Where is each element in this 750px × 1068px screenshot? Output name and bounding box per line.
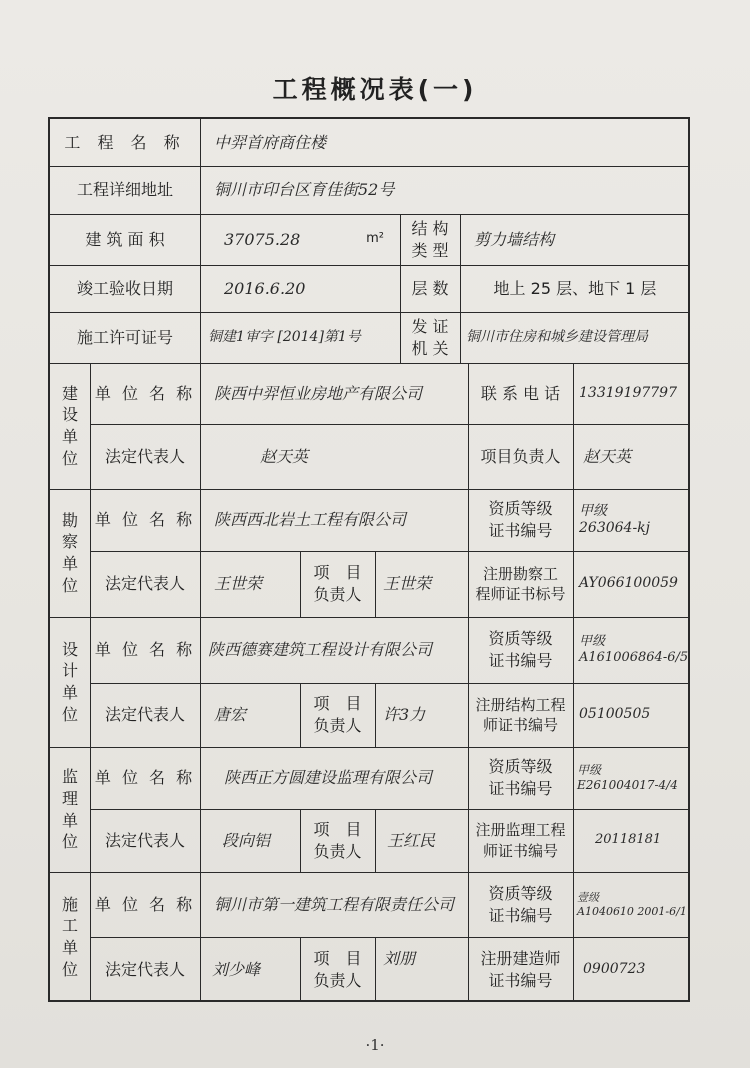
- structure-type-value: 剪力墙结构: [474, 229, 555, 249]
- project-name-label: 工 程 名 称: [64, 132, 186, 152]
- construction-unit-group: 建 设 单 位: [61, 383, 78, 468]
- project-name-value: 中羿首府商住楼: [214, 132, 327, 152]
- supervision-unit-group: 监 理 单 位: [61, 767, 78, 852]
- supervision-qualification-value: 甲级 E261004017-4/4: [577, 763, 678, 792]
- survey-qualification-value: 甲级 263064-kj: [579, 502, 650, 536]
- survey-unit-group: 勘 察 单 位: [61, 510, 78, 595]
- survey-lead-value: 王世荣: [383, 574, 432, 593]
- survey-lead-label: 项 目 负责人: [313, 563, 362, 604]
- design-qualification-value: 甲级 A161006864-6/5: [579, 633, 689, 665]
- construction-project-lead-label: 项目负责人: [480, 446, 561, 466]
- acceptance-date-value: 2016.6.20: [224, 278, 306, 298]
- building-area-value: 37075.28: [224, 229, 301, 249]
- design-legal-rep-label: 法定代表人: [104, 705, 185, 724]
- design-qualification-label: 资质等级 证书编号: [488, 629, 553, 670]
- construction-legal-rep-value: 赵天英: [260, 446, 309, 466]
- survey-legal-rep-value: 王世荣: [214, 574, 263, 593]
- project-address-label: 工程详细地址: [76, 180, 173, 199]
- builder-lead-value: 刘朋: [383, 949, 416, 968]
- builder-registration-value: 0900723: [583, 960, 646, 977]
- builder-lead-label: 项 目 负责人: [313, 948, 362, 990]
- issuing-authority-value: 铜川市住房和城乡建设管理局: [466, 328, 648, 345]
- supervision-unit-name-value: 陕西正方圆建设监理有限公司: [224, 768, 433, 787]
- construction-phone-value: 13319197797: [579, 384, 677, 401]
- survey-qualification-label: 资质等级 证书编号: [488, 499, 553, 540]
- issuing-authority-label: 发 证 机 关: [411, 316, 449, 358]
- permit-number-label: 施工许可证号: [76, 327, 173, 347]
- builder-legal-rep-value: 刘少峰: [212, 959, 261, 979]
- design-lead-value: 许3力: [383, 705, 426, 724]
- supervision-lead-value: 王红民: [387, 830, 436, 850]
- construction-legal-rep-label: 法定代表人: [104, 446, 185, 466]
- builder-unit-name-label: 单 位 名 称: [94, 894, 196, 914]
- design-unit-name-label: 单 位 名 称: [94, 640, 196, 659]
- supervision-legal-rep-value: 段向铝: [222, 830, 271, 850]
- design-unit-group: 设 计 单 位: [61, 639, 78, 724]
- builder-qualification-label: 资质等级 证书编号: [488, 883, 553, 925]
- design-legal-rep-value: 唐宏: [214, 705, 247, 724]
- supervision-lead-label: 项 目 负责人: [313, 819, 362, 861]
- building-area-unit: m²: [366, 231, 384, 247]
- supervision-qualification-label: 资质等级 证书编号: [488, 757, 553, 798]
- builder-registration-label: 注册建造师 证书编号: [480, 948, 561, 990]
- builder-legal-rep-label: 法定代表人: [104, 959, 185, 979]
- construction-unit-name-value: 陕西中羿恒业房地产有限公司: [214, 383, 423, 403]
- project-address-value: 铜川市印台区育佳街52号: [214, 180, 395, 199]
- permit-number-value: 铜建1审字 [2014]第1号: [208, 328, 361, 345]
- floors-label: 层 数: [411, 278, 449, 298]
- builder-unit-group: 施 工 单 位: [61, 894, 78, 979]
- floors-value: 地上 25 层、地下 1 层: [493, 278, 657, 298]
- survey-legal-rep-label: 法定代表人: [104, 574, 185, 593]
- building-area-label: 建 筑 面 积: [85, 229, 165, 249]
- supervision-registration-label: 注册监理工程 师证书编号: [475, 821, 566, 860]
- construction-project-lead-value: 赵天英: [583, 446, 632, 466]
- builder-qualification-value: 壹级 A1040610 2001-6/1: [577, 890, 687, 918]
- design-registration-label: 注册结构工程 师证书编号: [475, 695, 566, 734]
- builder-unit-name-value: 铜川市第一建筑工程有限责任公司: [214, 894, 455, 914]
- acceptance-date-label: 竣工验收日期: [76, 278, 173, 298]
- survey-unit-name-value: 陕西西北岩土工程有限公司: [214, 510, 407, 529]
- page-title: 工程概况表(一): [272, 75, 478, 104]
- survey-registration-value: AY066100059: [579, 575, 678, 592]
- survey-registration-label: 注册勘察工 程师证书标号: [475, 564, 566, 603]
- design-unit-name-value: 陕西德赛建筑工程设计有限公司: [208, 640, 433, 659]
- structure-type-label: 结 构 类 型: [411, 218, 449, 260]
- construction-unit-name-label: 单 位 名 称: [94, 383, 196, 403]
- design-registration-value: 05100505: [579, 706, 651, 723]
- supervision-unit-name-label: 单 位 名 称: [94, 768, 196, 787]
- supervision-registration-value: 20118181: [595, 832, 662, 848]
- design-lead-label: 项 目 负责人: [313, 694, 362, 735]
- survey-unit-name-label: 单 位 名 称: [94, 510, 196, 529]
- construction-phone-label: 联 系 电 话: [480, 383, 561, 403]
- project-overview-table: [48, 117, 690, 1002]
- page-number: ·1·: [365, 1036, 385, 1054]
- supervision-legal-rep-label: 法定代表人: [104, 830, 185, 850]
